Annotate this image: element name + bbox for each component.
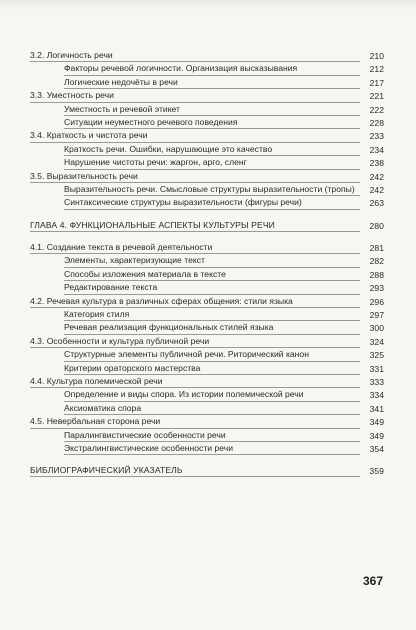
toc-gap	[30, 477, 384, 486]
toc-entry-page: 263	[369, 198, 384, 209]
toc-entry-page: 282	[369, 256, 384, 267]
toc-entry-title: Краткость речи. Ошибки, нарушающие это качество	[64, 143, 360, 156]
toc-subsection-row[interactable]	[30, 308, 384, 321]
table-of-contents	[30, 49, 384, 486]
toc-section-row[interactable]	[30, 375, 384, 388]
toc-subsection-row[interactable]	[30, 183, 384, 196]
toc-entry-page: 349	[369, 417, 384, 428]
toc-section-row[interactable]	[30, 335, 384, 348]
toc-subsection-row[interactable]	[30, 362, 384, 375]
page-number: 367	[362, 574, 383, 588]
toc-subsection-row[interactable]	[30, 429, 384, 442]
toc-subsection-row[interactable]	[30, 62, 384, 75]
toc-entry-title: Аксиоматика спора	[64, 402, 360, 415]
toc-subsection-row[interactable]	[30, 281, 384, 294]
toc-entry-title: Речевая реализация функциональных стилей языка	[64, 321, 360, 334]
toc-entry-page: 297	[369, 309, 384, 320]
toc-entry-title: Синтаксические структуры выразительности (фигуры речи)	[64, 196, 360, 209]
toc-entry-title: Редактирование текста	[64, 281, 360, 294]
toc-entry-page: 296	[369, 296, 384, 307]
toc-entry-title: 3.5. Выразительность речи	[30, 170, 360, 183]
toc-entry-title: БИБЛИОГРАФИЧЕСКИЙ УКАЗАТЕЛЬ	[30, 464, 360, 477]
toc-entry-page: 334	[369, 390, 384, 401]
toc-entry-page: 349	[369, 430, 384, 441]
toc-entry-page: 234	[369, 144, 384, 155]
toc-entry-page: 238	[369, 158, 384, 169]
toc-entry-title: 4.4. Культура полемической речи	[30, 375, 360, 388]
toc-entry-page: 325	[369, 350, 384, 361]
toc-entry-title: Факторы речевой логичности. Организация высказывания	[64, 62, 360, 75]
toc-entry-page: 221	[369, 91, 384, 102]
toc-entry-title: Критерии ораторского мастерства	[64, 362, 360, 375]
toc-entry-title: Структурные элементы публичной речи. Риторический канон	[64, 348, 360, 361]
toc-entry-title: 3.4. Краткость и чистота речи	[30, 129, 360, 142]
toc-entry-title: Паралингвистические особенности речи	[64, 429, 360, 442]
toc-entry-page: 288	[369, 269, 384, 280]
toc-entry-page: 242	[369, 171, 384, 182]
toc-entry-page: 354	[369, 443, 384, 454]
toc-entry-title: 4.1. Создание текста в речевой деятельности	[30, 241, 360, 254]
toc-entry-title: ГЛАВА 4. ФУНКЦИОНАЛЬНЫЕ АСПЕКТЫ КУЛЬТУРЫ РЕЧИ	[30, 219, 360, 232]
toc-entry-title: Логические недочёты в речи	[64, 76, 360, 89]
toc-entry-page: 341	[369, 403, 384, 414]
toc-section-row[interactable]	[30, 415, 384, 428]
toc-subsection-row[interactable]	[30, 116, 384, 129]
toc-entry-page: 242	[369, 185, 384, 196]
toc-entry-page: 222	[369, 104, 384, 115]
toc-subsection-row[interactable]	[30, 348, 384, 361]
toc-entry-page: 300	[369, 323, 384, 334]
toc-entry-page: 217	[369, 77, 384, 88]
toc-subsection-row[interactable]	[30, 321, 384, 334]
toc-entry-title: Категория стиля	[64, 308, 360, 321]
toc-entry-page: 331	[369, 363, 384, 374]
toc-subsection-row[interactable]	[30, 143, 384, 156]
toc-entry-page: 333	[369, 376, 384, 387]
toc-gap	[30, 455, 384, 464]
toc-subsection-row[interactable]	[30, 196, 384, 209]
toc-entry-page: 228	[369, 118, 384, 129]
toc-entry-title: Элементы, характеризующие текст	[64, 254, 360, 267]
toc-subsection-row[interactable]	[30, 103, 384, 116]
toc-entry-page: 233	[369, 131, 384, 142]
toc-entry-title: 3.3. Уместность речи	[30, 89, 360, 102]
toc-entry-page: 324	[369, 336, 384, 347]
toc-entry-page: 210	[369, 51, 384, 61]
toc-gap	[30, 210, 384, 219]
toc-entry-title: 4.2. Речевая культура в различных сферах общения: стили языка	[30, 295, 360, 308]
toc-section-row[interactable]	[30, 170, 384, 183]
toc-entry-page: 293	[369, 283, 384, 294]
toc-subsection-row[interactable]	[30, 268, 384, 281]
toc-entry-title: Ситуации неуместного речевого поведения	[64, 116, 360, 129]
toc-entry-title: Определение и виды спора. Из истории полемической речи	[64, 388, 360, 401]
toc-section-row[interactable]	[30, 49, 384, 62]
toc-gap	[30, 232, 384, 241]
toc-subsection-row[interactable]	[30, 402, 384, 415]
toc-entry-title: Экстралингвистические особенности речи	[64, 442, 360, 455]
toc-chapter-row[interactable]	[30, 464, 384, 477]
toc-entry-title: 4.3. Особенности и культура публичной речи	[30, 335, 360, 348]
toc-section-row[interactable]	[30, 295, 384, 308]
toc-chapter-row[interactable]	[30, 219, 384, 232]
toc-section-row[interactable]	[30, 241, 384, 254]
toc-entry-title: Уместность и речевой этикет	[64, 103, 360, 116]
toc-entry-page: 212	[369, 64, 384, 75]
toc-entry-page: 280	[369, 220, 384, 231]
toc-entry-title: Нарушение чистоты речи: жаргон, арго, сленг	[64, 156, 360, 169]
toc-entry-title: Выразительность речи. Смысловые структуры выразительности (тропы)	[64, 183, 360, 196]
toc-entry-page: 359	[369, 466, 384, 477]
page-top-edge	[0, 0, 416, 10]
toc-subsection-row[interactable]	[30, 388, 384, 401]
toc-entry-page: 281	[369, 242, 384, 253]
toc-entry-title: 4.5. Невербальная сторона речи	[30, 415, 360, 428]
toc-subsection-row[interactable]	[30, 442, 384, 455]
toc-subsection-row[interactable]	[30, 76, 384, 89]
toc-subsection-row[interactable]	[30, 156, 384, 169]
toc-entry-title: 3.2. Логичность речи	[30, 49, 360, 62]
toc-section-row[interactable]	[30, 89, 384, 102]
toc-section-row[interactable]	[30, 129, 384, 142]
toc-subsection-row[interactable]	[30, 254, 384, 267]
toc-entry-title: Способы изложения материала в тексте	[64, 268, 360, 281]
